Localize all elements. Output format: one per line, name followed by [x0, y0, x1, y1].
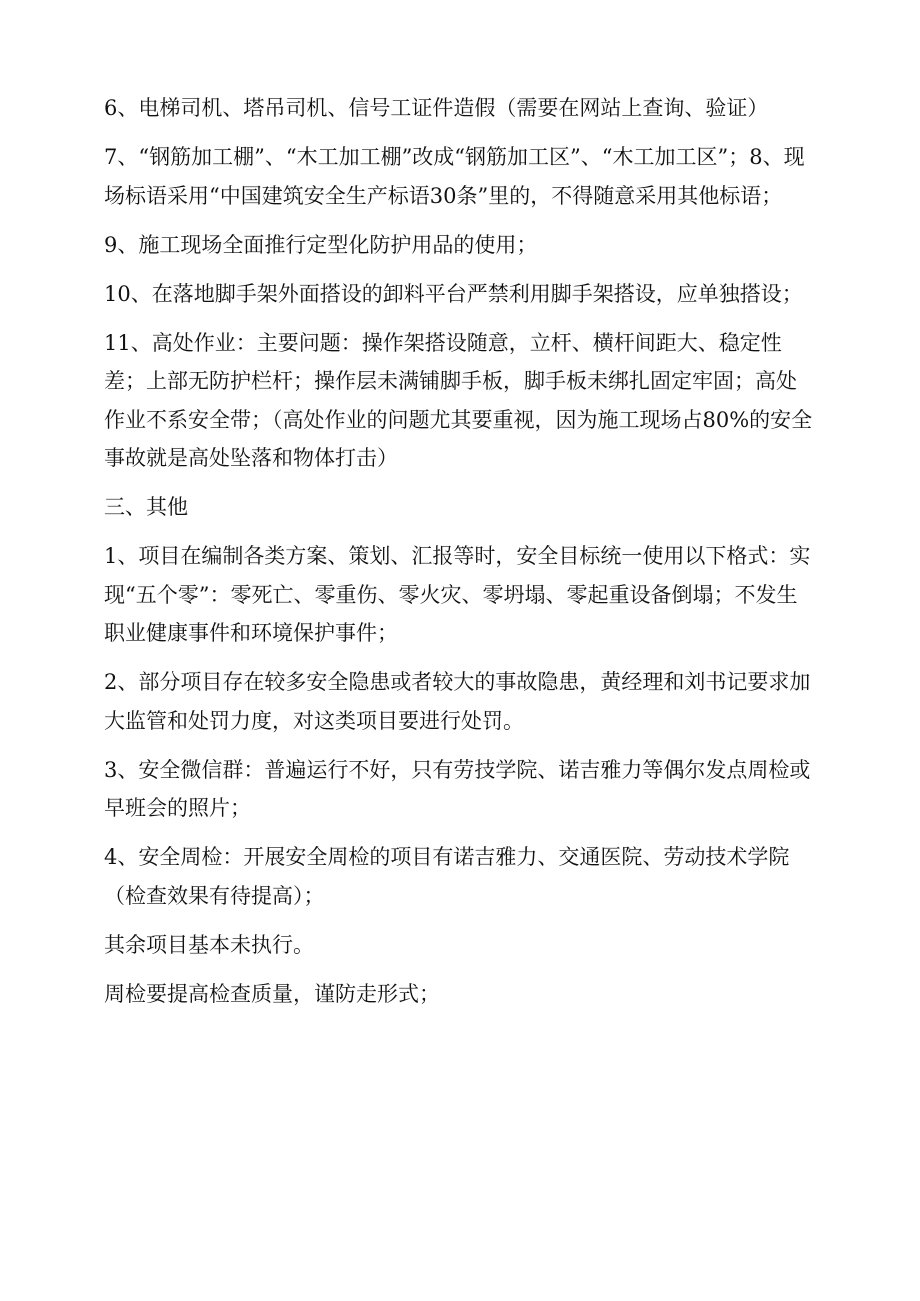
paragraph-weekly-check: 周检要提高检查质量，谨防走形式； — [104, 981, 440, 1006]
paragraph-item-7-8: 7、“钢筋加工棚”、“木工加工棚”改成“钢筋加工区”、“木工加工区”；8、现场标语采用“中国建筑安全生产标语30条”里的，不得随意采用其他标语； — [104, 145, 805, 208]
paragraph-item-11: 11、高处作业：主要问题：操作架搭设随意，立杆、横杆间距大、稳定性差；上部无防护栏杆；操作层未满铺脚手板，脚手板未绑扎固定牢固；高处作业不系安全带；（高处作业的问题尤其要重视，因为施工现场占80%的安全事故就是高处坠落和物体打击） — [104, 330, 813, 470]
paragraph-remaining: 其余项目基本未执行。 — [104, 932, 314, 957]
paragraph-other-2: 2、部分项目存在较多安全隐患或者较大的事故隐患，黄经理和刘书记要求加大监管和处罚力度，对这类项目要进行处罚。 — [104, 670, 811, 733]
paragraph-other-1: 1、项目在编制各类方案、策划、汇报等时，安全目标统一使用以下格式：实现“五个零”：零死亡、零重伤、零火灾、零坍塌、零起重设备倒塌；不发生职业健康事件和环境保护事件； — [104, 544, 811, 645]
document-page — [104, 89, 816, 1024]
paragraph-item-10: 10、在落地脚手架外面搭设的卸料平台严禁利用脚手架搭设，应单独搭设； — [104, 281, 803, 306]
paragraph-other-4: 4、安全周检：开展安全周检的项目有诺吉雅力、交通医院、劳动技术学院（检查效果有待提高）； — [104, 845, 790, 908]
section-heading-other: 三、其他 — [104, 495, 188, 519]
paragraph-item-6: 6、电梯司机、塔吊司机、信号工证件造假（需要在网站上查询、验证） — [104, 96, 769, 120]
paragraph-other-3: 3、安全微信群：普遍运行不好，只有劳技学院、诺吉雅力等偶尔发点周检或早班会的照片； — [104, 757, 811, 820]
paragraph-item-9: 9、施工现场全面推行定型化防护用品的使用； — [104, 232, 538, 257]
